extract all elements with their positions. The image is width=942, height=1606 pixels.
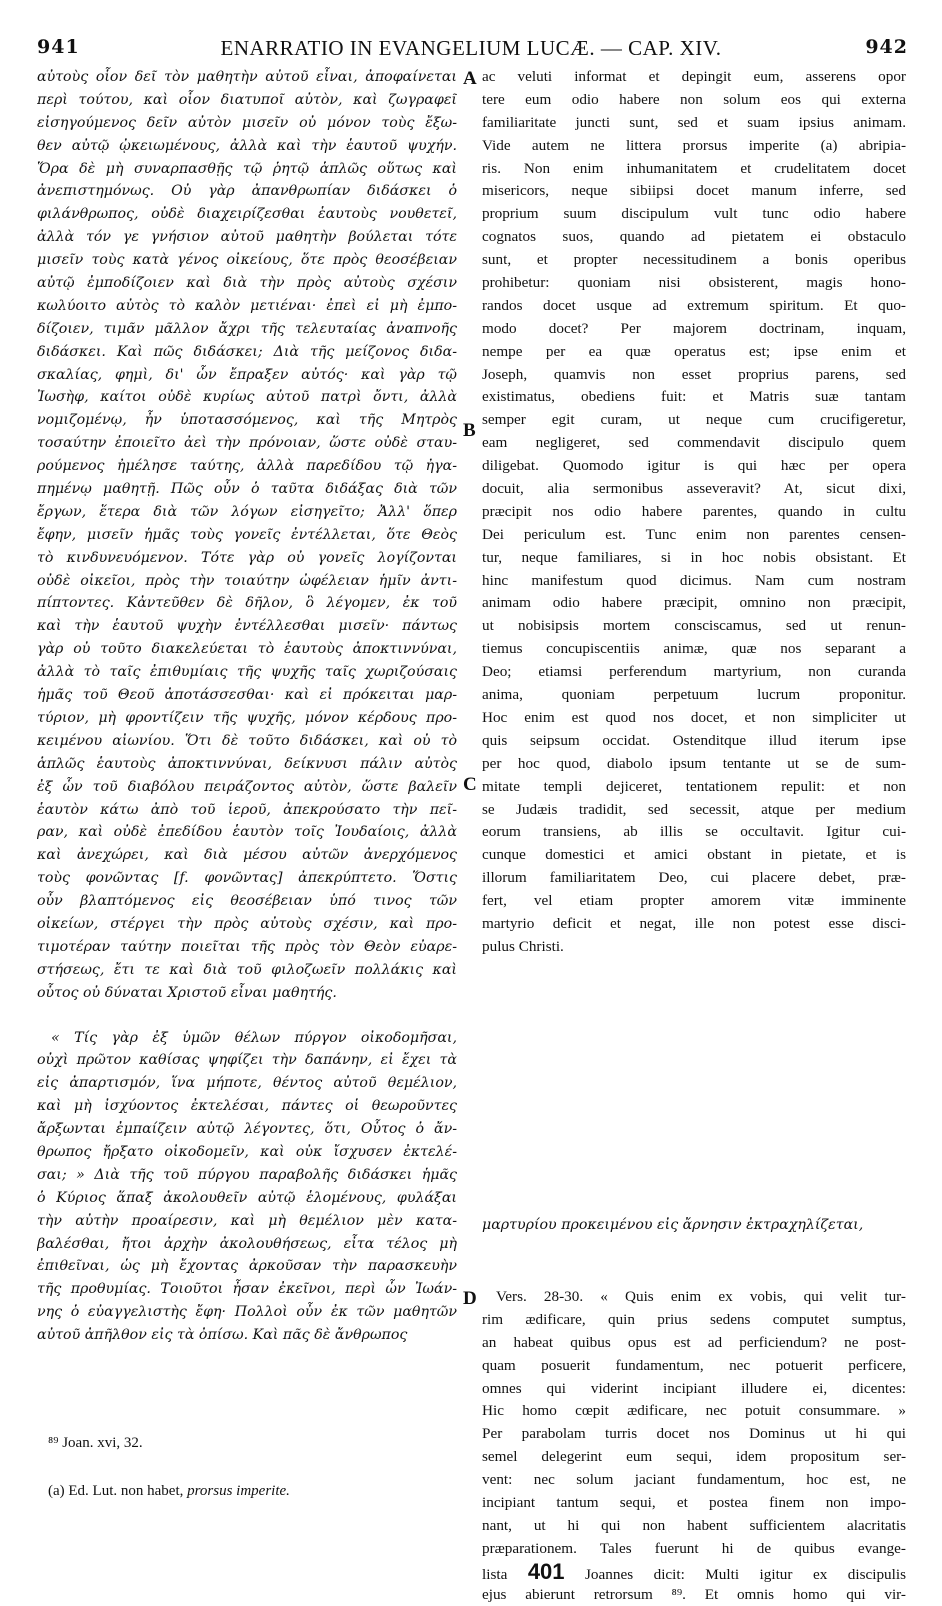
- text-line: τιμοτέραν ταύτην ποιεῖται τῆς πρὸς τὸν Θεὸν εὐαρε-: [37, 938, 457, 955]
- text-line: an habeat quibus opus est ad perficiendum? ne post-: [482, 1333, 906, 1351]
- text-line: ραν, καὶ οὐδὲ ἐπεδίδου ἑαυτὸν τοῖς Ἰουδαίοις, ἀλλὰ: [37, 824, 457, 841]
- text-line: pulus Christi.: [482, 937, 564, 955]
- text-line: αὐτοὺς οἷον δεῖ τὸν μαθητὴν αὐτοῦ εἶναι, ἀποφαίνεται: [37, 69, 457, 85]
- text-line: martyrio deficit et negat, ille non potest esse disci-: [482, 914, 906, 932]
- text-line: καὶ τὴν ἑαυτοῦ ψυχὴν ἐντέλλεσθαι μισεῖν· πάντως: [37, 618, 457, 635]
- page-number-right: 942: [865, 36, 908, 58]
- text-line: τῆς προθυμίας. Τοιοῦτοι ἦσαν ἐκεῖνοι, περὶ ὧν Ἰωάν-: [37, 1281, 457, 1298]
- text-line: οὐδὲ οἰκεῖοι, πρὸς τὴν τοιαύτην ὠφέλειαν ἡμῖν ἀντι-: [37, 572, 457, 589]
- text-line: πίπτοντες. Κἀντεῦθεν δὲ δῆλον, ὃ λέγομεν, ἐκ τοῦ: [37, 595, 457, 612]
- text-line: οἰκείων, στέργει τὴν πρὸς αὐτοὺς σχέσιν, καὶ προ-: [37, 915, 457, 932]
- text-line: misericors, neque sibiipsi docet manum inferre, sed: [482, 182, 906, 200]
- text-line: Per parabolam turris docet nos Dominus ut hi qui: [482, 1425, 906, 1443]
- latin-text-block-1: [482, 66, 906, 959]
- text-line: eam negligeret, sed commendavit discipulo quem: [482, 434, 906, 452]
- text-line: ὁ Κύριος ἅπαξ ἀκολουθεῖν αὐτῷ ἑλομένους, φυλάξαι: [37, 1189, 457, 1206]
- text-line: vent: nec solum jaciant fundamentum, hoc est, ne: [482, 1471, 906, 1489]
- text-line: existimatus, obediens fuit: et Matris suæ tantam: [482, 388, 906, 406]
- text-line: tiemus concupiscentiis animæ, quæ nos separant a: [482, 640, 906, 658]
- text-line: τύριον, μὴ φροντίζειν τῆς ψυχῆς, μόνον κέρδους προ-: [37, 709, 457, 726]
- text-line: ut nobisipsis mortem consciscamus, sed ut renun-: [482, 617, 906, 635]
- text-line: ἀλλὰ τὸ ταῖς ἐπιθυμίαις τῆς ψυχῆς ταῖς χωριζούσαις: [37, 664, 457, 681]
- text-line: Ἰωσὴφ, καίτοι οὐδὲ κυρίως αὐτοῦ πατρὶ ὄντι, ἀλλὰ: [37, 389, 457, 406]
- text-line: ris. Non enim inhumanitatem et crudelitatem docet: [482, 159, 906, 177]
- text-line: illorum familiaritatem Deo, cui placere debet, præ-: [482, 869, 906, 887]
- page-header: [0, 0, 942, 60]
- text-line: semper egit curam, ut neque cum crucifigeretur,: [482, 411, 906, 429]
- text-line: incipiant tantum sequi, et postea finem non impo-: [482, 1494, 906, 1512]
- text-line: ἄρξωνται ἐμπαίζειν αὐτῷ λέγοντες, ὅτι, Οὗτος ὁ ἄν-: [37, 1121, 457, 1138]
- text-line: αὐτῷ ἐμποδίζοιεν καὶ διὰ τὴν πρὸς αὐτοὺς σχέσιν: [37, 275, 457, 292]
- footnote-2: (a) Ed. Lut. non habet, prorsus imperite.: [48, 1483, 290, 1499]
- text-line: quam posuerit fundamentum, nec potuerit perficere,: [482, 1356, 906, 1374]
- latin-text-block-2: [482, 1309, 906, 1561]
- text-line: πημένῳ μαθητῇ. Πῶς οὖν ὁ ταῦτα διδάξας διὰ τῶν: [37, 481, 457, 498]
- text-line: mitate templi dejiceret, tentationem repulit: et non: [482, 777, 906, 795]
- text-line: εἰς ἀπαρτισμόν, ἵνα μήποτε, θέντος αὐτοῦ θεμέλιον,: [37, 1075, 457, 1092]
- greek-continuation-line: μαρτυρίου προκειμένου εἰς ἄρνησιν ἐκτραχηλίζεται,: [482, 1217, 864, 1233]
- text-line: φιλάνθρωπος, οὐδὲ διαχειρίζεσθαι ἑαυτοὺς νουθετεῖ,: [37, 206, 457, 223]
- text-line: se Judæis tradidit, sed secessit, atque per medium: [482, 800, 906, 818]
- greek-text-block-2: [37, 1027, 457, 1347]
- text-line: διδάσκει. Καὶ πῶς διδάσκει; Διὰ τῆς μείζονος διδα-: [37, 343, 457, 360]
- latin-text-block-3: [482, 1584, 906, 1606]
- text-line: anima, quoniam perpetuum lucrum proponitur.: [482, 686, 906, 704]
- text-line: præparationem. Tales fuerunt hi de quibus evange-: [482, 1539, 906, 1557]
- text-line: οὐχὶ πρῶτον καθίσας ψηφίζει τὴν δαπάνην, εἰ ἔχει τὰ: [37, 1052, 457, 1069]
- text-line: κειμένου αἰωνίου. Ὅτι δὲ τοῦτο διδάσκει, καὶ οὐ τὸ: [37, 732, 457, 749]
- text-line: καὶ ἀνεχώρει, καὶ διὰ μέσου αὐτῶν ἀνερχόμενος: [37, 847, 457, 864]
- latin-column: [482, 66, 906, 959]
- text-line: τοσαύτην ἐποιεῖτο ἀεὶ τὴν πρόνοιαν, ὥστε οὐδὲ σταυ-: [37, 435, 457, 452]
- text-line: Deo; etiamsi perferendum martyrium, non curanda: [482, 663, 906, 681]
- text-line: γὰρ οὐ τοῦτο διακελεύεται τὸ ἑαυτοὺς ἀποκτιννύναι,: [37, 641, 457, 658]
- text-line: οὗτος οὐ δύναται Χριστοῦ εἶναι μαθητής.: [37, 984, 337, 1001]
- greek-column: [37, 66, 457, 1347]
- text-line: κωλύοιτο αὐτὸς τὸ καλὸν μετιέναι· ἐπεὶ εἰ μὴ ἐμπο-: [37, 297, 457, 314]
- text-line: καὶ μὴ ἰσχύοντος ἐκτελέσαι, πάντες οἱ θεωροῦντες: [37, 1098, 457, 1115]
- column-number-line: lista 401 Joannes dicit: Multi igitur ex discipulis: [482, 1560, 906, 1584]
- text-line: Vide autem ne littera prorsus imperite (a) abripia-: [482, 136, 906, 154]
- text-line: σκαλίας, φημὶ, δι' ὧν ἔπραξεν αὐτός· καὶ γὰρ τῷ: [37, 366, 457, 383]
- text-line: Dei periculum est. Tunc enim non parentes censen-: [482, 525, 906, 543]
- text-line: Hoc enim est quod nos docet, et non simpliciter ut: [482, 708, 906, 726]
- text-line: Ὅρα δὲ μὴ συναρπασθῇς τῷ ῥητῷ ἁπλῶς οὕτως καὶ: [37, 160, 457, 177]
- text-line: eorum transiens, ab illis se occultavit. Igitur cui-: [482, 823, 906, 841]
- text-line: hinc manifestum quod dicimus. Nam cum nostram: [482, 571, 906, 589]
- text-line: βαλέσθαι, ἤτοι ἀρχὴν ἀκολουθήσεως, εἶτα τέλος μὴ: [37, 1235, 457, 1252]
- greek-text-block-1: [37, 66, 457, 1005]
- text-line: στήσεως, ἔτι τε καὶ διὰ τοῦ φιλοζωεῖν πολλάκις καὶ: [37, 961, 457, 978]
- text-line: σαι; » Διὰ τῆς τοῦ πύργου παραβολῆς διδάσκει ἡμᾶς: [37, 1166, 457, 1183]
- text-line: νης ὁ εὐαγγελιστὴς ἔφη· Πολλοὶ οὖν ἐκ τῶν μαθητῶν: [37, 1304, 457, 1321]
- text-line: docuit, alia sermonibus asseveravit? At, sicut dixi,: [482, 480, 906, 498]
- margin-mark-d: D: [463, 1288, 477, 1309]
- text-line: ἐπιθεῖναι, ὡς μὴ ἔχοντας ἀρκοῦσαν τὴν παρασκευὴν: [37, 1258, 457, 1275]
- margin-mark-a: A: [463, 68, 477, 89]
- latin-column-lower: [482, 1286, 906, 1606]
- text-line: ρούμενος ἠμέλησε ταύτης, ἀλλὰ παρεδίδου τῷ ἠγα-: [37, 458, 457, 475]
- text-line: rim ædificare, quin prius sedens computet sumptus,: [482, 1310, 906, 1328]
- text-line: nant, ut hi qui non habent sufficientem alacritatis: [482, 1516, 906, 1534]
- text-line: cunque domestici et amici obstant in pietate, et is: [482, 846, 906, 864]
- text-line: præcipit nos odio habere parentes, quando in cultu: [482, 502, 906, 520]
- text-line: diligebat. Quomodo igitur is qui hæc per opera: [482, 457, 906, 475]
- text-line: ἑαυτὸν κάτω ἀπὸ τοῦ ἱεροῦ, ἀπεκρούσατο τὴν πεῖ-: [37, 801, 457, 818]
- text-line: modo docet? Per majorem doctrinam, inquam,: [482, 319, 906, 337]
- text-line: familiaritate juncti sunt, sed et suam ipsius animam.: [482, 113, 906, 131]
- text-line: νομιζομένῳ, ἦν ὑποτασσόμενος, καὶ τῆς Μητρὸς: [37, 412, 457, 429]
- footnotes: [48, 1426, 290, 1508]
- text-line: θρωπος ἤρξατο οἰκοδομεῖν, καὶ οὐκ ἴσχυσεν ἐκτελέ-: [37, 1143, 457, 1160]
- text-line: αὐτοῦ ἀπῆλθον εἰς τὰ ὀπίσω. Καὶ πᾶς δὲ ἄνθρωπος: [37, 1327, 408, 1344]
- text-line: fert, vel etiam propter amorem vitæ imminente: [482, 892, 906, 910]
- text-line: ἔργων, ἕτερα διὰ τῶν λόγων εἰσηγεῖτο; Ἀλλ' ὅπερ: [37, 503, 457, 520]
- margin-mark-b: B: [463, 420, 476, 441]
- text-line: οὖν βλαπτόμενος εἰς θεοσέβειαν ὑπό τινος τῶν: [37, 893, 457, 910]
- text-line: cognatos suos, quando ad pietatem ei obstaculo: [482, 228, 906, 246]
- text-line: ἁπλῶς ἑαυτοὺς ἀποκτιννύναι, δείκνυσι πάλιν αὐτὸς: [37, 755, 457, 772]
- text-line: ἔφην, μισεῖν ἡμᾶς τοὺς γονεῖς ἐντέλλεται, ὅτε Θεὸς: [37, 526, 457, 543]
- text-line: tur, neque familiares, si in hoc nobis obsistant. Et: [482, 548, 906, 566]
- text-line: τοὺς φονῶντας [f. φονῶντας] ἀπεκρύπτετο. Ὅστις: [37, 870, 457, 887]
- footnote-1: ⁸⁹ Joan. xvi, 32.: [48, 1435, 143, 1451]
- text-line: ἡμᾶς τοῦ Θεοῦ ἀποτάσσεσθαι· καὶ εἰ πρόκειται μαρ-: [37, 687, 457, 704]
- text-line: δίζοιεν, τιμᾶν μᾶλλον ἄχρι τῆς τελευταίας ἀναπνοῆς: [37, 320, 457, 337]
- page-number-left: 941: [37, 36, 80, 58]
- text-line: ac veluti informat et depingit eum, asserens opor: [482, 68, 906, 85]
- text-line: semel delegerint eum sequi, idem propositum ser-: [482, 1448, 906, 1466]
- text-line: per hoc quod, diabolo ipsum tentante ut se de sum-: [482, 754, 906, 772]
- text-line: τὴν αὐτὴν προαίρεσιν, καὶ μὴ θεμέλιον μὲν κατα-: [37, 1212, 457, 1229]
- text-line: randos docet usque ad extremum spiritum. Et quo-: [482, 296, 906, 314]
- text-line: sunt, et propter necessitudinem a bonis operibus: [482, 251, 906, 269]
- verse-heading-line: Vers. 28-30. « Quis enim ex vobis, qui velit tur-: [496, 1288, 906, 1305]
- text-line: τὸ κινδυνευόμενον. Τότε γὰρ οὐ γονεῖς λογίζονται: [37, 549, 457, 566]
- text-line: omnes qui viderint incipiant illudere ei, dicentes:: [482, 1379, 906, 1397]
- margin-mark-c: C: [463, 774, 477, 795]
- text-line: animam odio habere præcipit, omnino non præcipit,: [482, 594, 906, 612]
- text-line: quis seipsum occidat. Ostenditque illud iterum ipse: [482, 731, 906, 749]
- running-title: ENARRATIO IN EVANGELIUM LUCÆ. — CAP. XIV.: [220, 36, 722, 60]
- text-line: Hic homo cœpit ædificare, nec potuit consummare. »: [482, 1402, 906, 1420]
- text-line: μισεῖν τοὺς κατὰ γένος οἰκείους, ὅτε πρὸς θεοσέβειαν: [37, 252, 457, 269]
- text-line: εἰσηγούμενος δεῖν αὐτὸν μισεῖν οὐ μόνον τοὺς ἔξω-: [37, 114, 457, 131]
- text-line: tere eum odio habere non solum eos qui externa: [482, 90, 906, 108]
- text-line: ejus abierunt retrorsum ⁸⁹. Et omnis homo qui vir-: [482, 1585, 906, 1603]
- text-line: nempe per ea quæ operatus est; ipse enim et: [482, 342, 906, 360]
- text-line: θεν αὐτῷ ᾠκειωμένους, ἀλλὰ καὶ τὴν ἑαυτοῦ ψυχήν.: [37, 137, 457, 154]
- text-line: prohibetur: quoniam nisi obsisterent, magis hono-: [482, 274, 906, 292]
- text-line: ἐξ ὧν τοῦ διαβόλου πειράζοντος αὐτὸν, ὥστε βαλεῖν: [37, 778, 457, 795]
- text-line: Joseph, quamvis non esset proprius parens, sed: [482, 365, 906, 383]
- text-line: proprium suum discipulum vult tunc odio habere: [482, 205, 906, 223]
- text-line: περὶ τούτου, καὶ οἷον διατυποῖ αὐτὸν, καὶ ζωγραφεῖ: [37, 91, 457, 108]
- text-line: « Τίς γὰρ ἐξ ὑμῶν θέλων πύργον οἰκοδομῆσαι,: [51, 1029, 457, 1046]
- text-line: ἀλλὰ τόν γε γνήσιον αὐτοῦ μαθητὴν βούλεται τότε: [37, 229, 457, 246]
- text-line: ἀνεπιστημόνως. Οὐ γὰρ ἀπανθρωπίαν διδάσκει ὁ: [37, 183, 457, 200]
- column-number: 401: [527, 1560, 565, 1584]
